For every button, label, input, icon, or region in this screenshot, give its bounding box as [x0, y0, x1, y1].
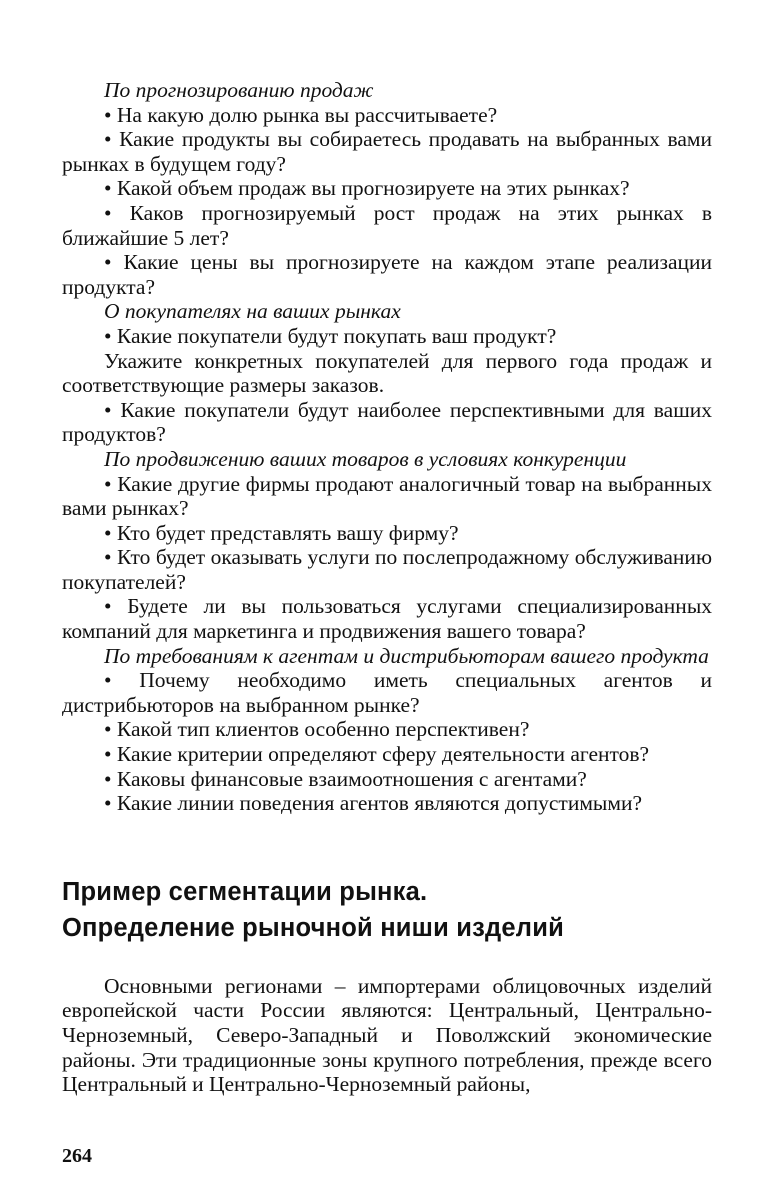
list-item: • Какие линии поведения агентов являются допустимыми?	[62, 791, 712, 816]
list-item: • Будете ли вы пользоваться услугами специализированных компаний для маркетинга и продвижения вашего товара?	[62, 594, 712, 643]
list-item: • Какие продукты вы собираетесь продавать на выбранных вами рынках в будущем году?	[62, 127, 712, 176]
list-item: • На какую долю рынка вы рассчитываете?	[62, 103, 712, 128]
note-paragraph: Укажите конкретных покупателей для первого года продаж и соответствующие размеры заказов.	[62, 348, 712, 398]
list-item: • Кто будет представлять вашу фирму?	[62, 521, 712, 546]
chapter-title-line2: Определение рыночной ниши изделий	[62, 913, 564, 942]
list-item: • Каков прогнозируемый рост продаж на этих рынках в ближайшие 5 лет?	[62, 201, 712, 250]
page-number: 264	[62, 1145, 92, 1167]
list-item: • Кто будет оказывать услуги по послепродажному обслуживанию покупателей?	[62, 545, 712, 594]
list-item: • Какие покупатели будут покупать ваш продукт?	[62, 324, 712, 349]
chapter-heading	[62, 874, 712, 946]
list-item: • Каковы финансовые взаимоотношения с агентами?	[62, 767, 712, 792]
chapter-title-line1: Пример сегментации рынка.	[62, 877, 428, 906]
list-item: • Какие покупатели будут наиболее перспективными для ваших продуктов?	[62, 398, 712, 447]
section-heading-agents: По требованиям к агентам и дистрибьюторам вашего продукта	[104, 643, 709, 668]
list-item: • Какие другие фирмы продают аналогичный товар на выбранных вами рынках?	[62, 472, 712, 521]
list-item: • Какие критерии определяют сферу деятельности агентов?	[62, 742, 712, 767]
section-heading-sales-forecast: По прогнозированию продаж	[104, 78, 374, 102]
section-heading-promotion: По продвижению ваших товаров в условиях конкуренции	[104, 446, 627, 471]
list-item: • Какие цены вы прогнозируете на каждом этапе реализации продукта?	[62, 250, 712, 299]
list-item: • Почему необходимо иметь специальных агентов и дистрибьюторов на выбранном рынке?	[62, 668, 712, 717]
list-item: • Какой тип клиентов особенно перспективен?	[62, 717, 712, 742]
page-content	[62, 78, 712, 1097]
chapter-body-paragraph: Основными регионами – импортерами облицовочных изделий европейской части России являются: Центральный, Центрально-Черноземный, Северо-Западный и Поволжский экономические районы. Эти традиционные зоны крупного потребления, прежде всего Центральный и Центрально-Черноземный районы,	[62, 973, 712, 1097]
list-item: • Какой объем продаж вы прогнозируете на этих рынках?	[62, 176, 712, 201]
section-heading-buyers: О покупателях на ваших рынках	[104, 299, 401, 324]
